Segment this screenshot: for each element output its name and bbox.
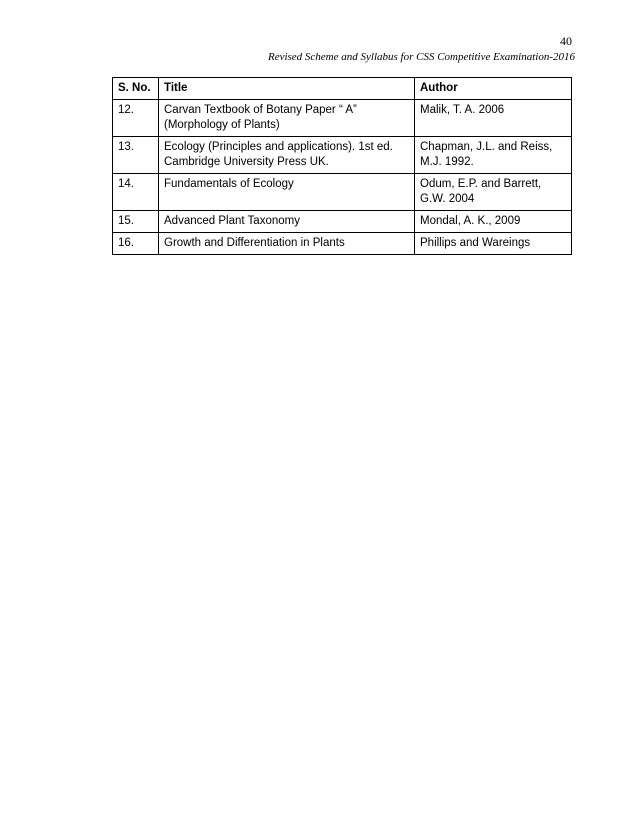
table-row: [113, 174, 572, 211]
cell-title-line: Fundamentals of Ecology: [164, 178, 294, 190]
cell-author-line: Chapman, J.L. and Reiss,: [420, 141, 553, 153]
cell-sno: 16.: [113, 233, 159, 255]
column-header-author: Author: [415, 78, 572, 100]
cell-author-line: G.W. 2004: [420, 193, 475, 205]
reading-list-table: [112, 77, 572, 255]
page-number: 40: [560, 34, 572, 48]
column-header-title: Title: [159, 78, 415, 100]
table-row: [113, 137, 572, 174]
cell-author-line: M.J. 1992.: [420, 156, 474, 168]
cell-author: [415, 137, 572, 174]
cell-author: [415, 233, 572, 255]
cell-author: [415, 100, 572, 137]
cell-author: [415, 211, 572, 233]
cell-author-line: Mondal, A. K., 2009: [420, 215, 521, 227]
cell-title-line: Advanced Plant Taxonomy: [164, 215, 300, 227]
cell-author: [415, 174, 572, 211]
table-row: [113, 211, 572, 233]
cell-author-line: Malik, T. A. 2006: [420, 104, 505, 116]
cell-title: [159, 174, 415, 211]
table-header: [113, 78, 572, 100]
cell-title-line: Cambridge University Press UK.: [164, 156, 329, 168]
cell-sno: 13.: [113, 137, 159, 174]
cell-title-line: (Morphology of Plants): [164, 119, 280, 131]
table-body: [113, 100, 572, 255]
table-row: [113, 233, 572, 255]
cell-author-line: Odum, E.P. and Barrett,: [420, 178, 542, 190]
cell-sno: 14.: [113, 174, 159, 211]
cell-title-line: Growth and Differentiation in Plants: [164, 237, 345, 249]
cell-title: [159, 233, 415, 255]
table-row: [113, 100, 572, 137]
cell-title: [159, 137, 415, 174]
cell-title-line: Ecology (Principles and applications). 1st ed.: [164, 141, 393, 153]
cell-title-line: Carvan Textbook of Botany Paper “ A”: [164, 104, 357, 116]
cell-title: [159, 100, 415, 137]
cell-sno: 15.: [113, 211, 159, 233]
cell-title: [159, 211, 415, 233]
cell-sno: 12.: [113, 100, 159, 137]
column-header-sno: S. No.: [113, 78, 159, 100]
running-header: Revised Scheme and Syllabus for CSS Competitive Examination-2016: [267, 51, 575, 63]
header-row: [113, 78, 572, 100]
cell-author-line: Phillips and Wareings: [420, 237, 531, 249]
